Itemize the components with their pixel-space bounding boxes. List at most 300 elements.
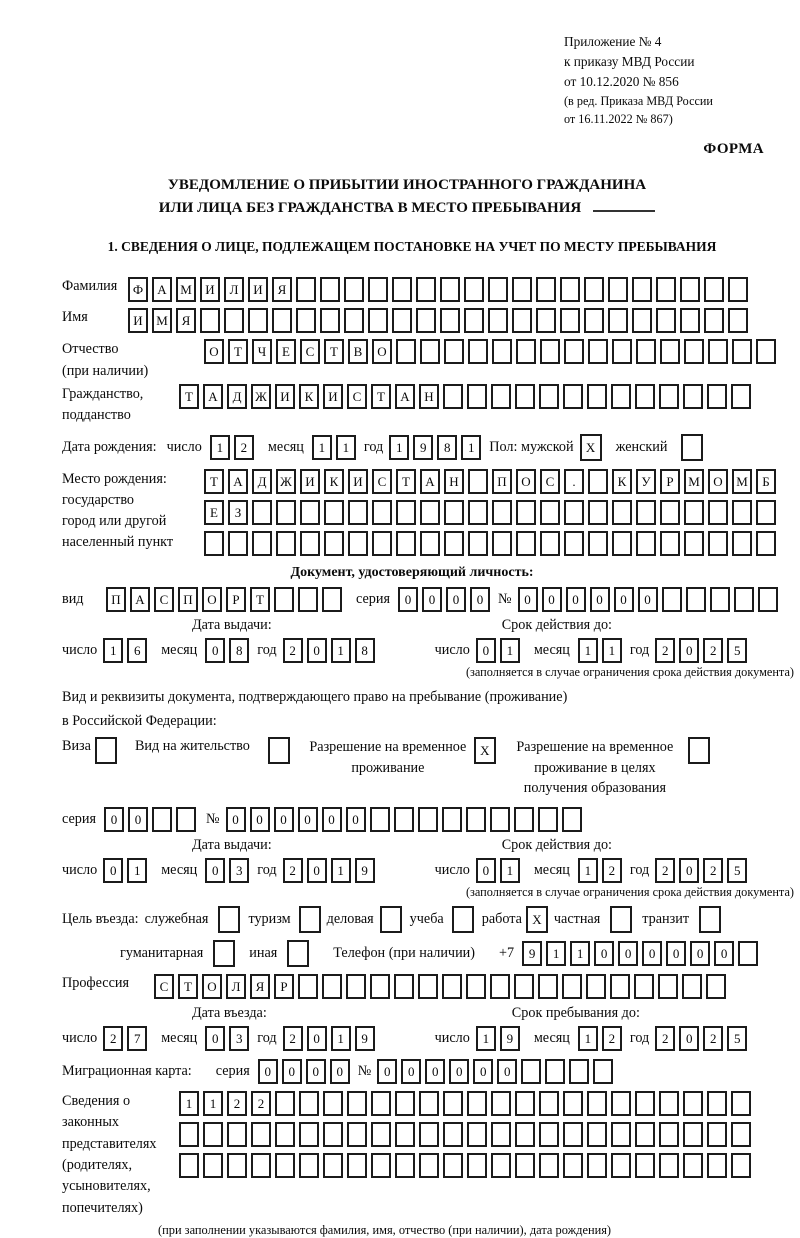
cell[interactable] <box>683 1122 703 1147</box>
cell[interactable]: 0 <box>714 941 734 966</box>
cell[interactable] <box>635 1122 655 1147</box>
cell[interactable]: А <box>130 587 150 612</box>
cell[interactable]: 0 <box>307 1026 327 1051</box>
cell[interactable]: 1 <box>336 435 356 460</box>
cell[interactable] <box>179 1122 199 1147</box>
cell[interactable] <box>521 1059 541 1084</box>
cell[interactable]: К <box>324 469 344 494</box>
cell[interactable]: Т <box>324 339 344 364</box>
cell[interactable]: 1 <box>389 435 409 460</box>
cell[interactable]: 0 <box>518 587 538 612</box>
cell[interactable] <box>444 531 464 556</box>
cell[interactable] <box>467 1153 487 1178</box>
cell[interactable]: 3 <box>229 1026 249 1051</box>
cell[interactable] <box>224 308 244 333</box>
cell[interactable] <box>420 500 440 525</box>
cell[interactable]: 0 <box>306 1059 326 1084</box>
cell[interactable] <box>732 531 752 556</box>
cell[interactable] <box>95 737 117 764</box>
cell[interactable]: Е <box>204 500 224 525</box>
cell[interactable]: Л <box>226 974 246 999</box>
cell[interactable]: 1 <box>331 1026 351 1051</box>
cell[interactable] <box>515 384 535 409</box>
cell[interactable]: 0 <box>476 638 496 663</box>
cell[interactable] <box>731 1153 751 1178</box>
cell[interactable]: Я <box>272 277 292 302</box>
cell[interactable]: С <box>540 469 560 494</box>
cell[interactable]: Ч <box>252 339 272 364</box>
cell[interactable] <box>299 1091 319 1116</box>
cell[interactable] <box>539 1091 559 1116</box>
cell[interactable]: 0 <box>449 1059 469 1084</box>
cell[interactable] <box>320 277 340 302</box>
cell[interactable] <box>608 308 628 333</box>
cell[interactable] <box>418 807 438 832</box>
cell[interactable]: М <box>176 277 196 302</box>
cell[interactable] <box>323 1122 343 1147</box>
cell[interactable] <box>396 339 416 364</box>
cell[interactable] <box>420 339 440 364</box>
cell[interactable] <box>323 1153 343 1178</box>
cell[interactable]: И <box>275 384 295 409</box>
cell[interactable] <box>371 1091 391 1116</box>
cell[interactable] <box>252 531 272 556</box>
cell[interactable] <box>443 1153 463 1178</box>
cell[interactable]: 2 <box>655 1026 675 1051</box>
cell[interactable] <box>275 1153 295 1178</box>
cell[interactable] <box>443 1122 463 1147</box>
cell[interactable] <box>248 308 268 333</box>
cell[interactable] <box>728 308 748 333</box>
cell[interactable]: 0 <box>422 587 442 612</box>
cell[interactable] <box>710 587 730 612</box>
cell[interactable] <box>176 807 196 832</box>
cell[interactable] <box>688 737 710 764</box>
cell[interactable] <box>512 277 532 302</box>
cell[interactable] <box>370 974 390 999</box>
cell[interactable] <box>728 277 748 302</box>
cell[interactable] <box>492 531 512 556</box>
cell[interactable] <box>610 974 630 999</box>
cell[interactable]: 1 <box>476 1026 496 1051</box>
cell[interactable] <box>515 1153 535 1178</box>
cell[interactable]: 2 <box>655 858 675 883</box>
cell[interactable]: 2 <box>703 638 723 663</box>
cell[interactable]: Р <box>226 587 246 612</box>
cell[interactable]: 0 <box>322 807 342 832</box>
cell[interactable] <box>683 1091 703 1116</box>
cell[interactable] <box>468 500 488 525</box>
cell[interactable] <box>443 384 463 409</box>
cell[interactable] <box>443 1091 463 1116</box>
cell[interactable] <box>491 1091 511 1116</box>
cell[interactable]: А <box>203 384 223 409</box>
cell[interactable] <box>324 531 344 556</box>
cell[interactable] <box>540 500 560 525</box>
cell[interactable]: Н <box>444 469 464 494</box>
cell[interactable] <box>588 500 608 525</box>
cell[interactable]: 0 <box>330 1059 350 1084</box>
cell[interactable] <box>545 1059 565 1084</box>
cell[interactable] <box>538 807 558 832</box>
cell[interactable] <box>636 531 656 556</box>
cell[interactable]: 5 <box>727 1026 747 1051</box>
cell[interactable]: X <box>474 737 496 764</box>
cell[interactable]: 0 <box>666 941 686 966</box>
cell[interactable] <box>514 807 534 832</box>
cell[interactable]: Р <box>660 469 680 494</box>
cell[interactable] <box>611 1153 631 1178</box>
cell[interactable]: С <box>154 974 174 999</box>
cell[interactable] <box>662 587 682 612</box>
cell[interactable] <box>683 384 703 409</box>
cell[interactable] <box>442 807 462 832</box>
cell[interactable] <box>516 339 536 364</box>
cell[interactable] <box>490 974 510 999</box>
cell[interactable]: 9 <box>355 1026 375 1051</box>
cell[interactable]: 0 <box>679 1026 699 1051</box>
cell[interactable]: М <box>152 308 172 333</box>
cell[interactable] <box>491 1122 511 1147</box>
cell[interactable]: 0 <box>425 1059 445 1084</box>
cell[interactable] <box>635 384 655 409</box>
cell[interactable] <box>348 531 368 556</box>
cell[interactable] <box>276 531 296 556</box>
cell[interactable] <box>564 531 584 556</box>
cell[interactable]: 9 <box>355 858 375 883</box>
cell[interactable] <box>684 531 704 556</box>
cell[interactable]: О <box>202 587 222 612</box>
cell[interactable]: 0 <box>476 858 496 883</box>
cell[interactable]: С <box>154 587 174 612</box>
cell[interactable] <box>699 906 721 933</box>
cell[interactable] <box>392 277 412 302</box>
cell[interactable] <box>656 277 676 302</box>
cell[interactable] <box>515 1122 535 1147</box>
cell[interactable] <box>344 308 364 333</box>
cell[interactable]: А <box>152 277 172 302</box>
cell[interactable] <box>492 339 512 364</box>
cell[interactable]: 6 <box>127 638 147 663</box>
cell[interactable] <box>708 531 728 556</box>
cell[interactable]: 2 <box>602 858 622 883</box>
cell[interactable] <box>611 1091 631 1116</box>
cell[interactable]: 2 <box>703 1026 723 1051</box>
cell[interactable] <box>467 1122 487 1147</box>
cell[interactable] <box>587 1091 607 1116</box>
cell[interactable] <box>731 1122 751 1147</box>
cell[interactable] <box>322 974 342 999</box>
cell[interactable] <box>562 974 582 999</box>
cell[interactable] <box>268 737 290 764</box>
cell[interactable]: 0 <box>205 1026 225 1051</box>
cell[interactable]: Т <box>250 587 270 612</box>
cell[interactable] <box>563 1122 583 1147</box>
cell[interactable]: 1 <box>500 858 520 883</box>
cell[interactable]: Т <box>371 384 391 409</box>
cell[interactable] <box>658 974 678 999</box>
cell[interactable]: 0 <box>258 1059 278 1084</box>
cell[interactable]: 1 <box>179 1091 199 1116</box>
cell[interactable] <box>612 531 632 556</box>
cell[interactable] <box>419 1091 439 1116</box>
cell[interactable]: 1 <box>203 1091 223 1116</box>
cell[interactable] <box>660 339 680 364</box>
cell[interactable] <box>612 500 632 525</box>
cell[interactable]: О <box>372 339 392 364</box>
cell[interactable] <box>756 500 776 525</box>
cell[interactable] <box>586 974 606 999</box>
cell[interactable]: С <box>347 384 367 409</box>
cell[interactable]: 1 <box>103 638 123 663</box>
cell[interactable] <box>203 1153 223 1178</box>
cell[interactable] <box>610 906 632 933</box>
cell[interactable]: У <box>636 469 656 494</box>
cell[interactable]: Т <box>178 974 198 999</box>
cell[interactable] <box>686 587 706 612</box>
cell[interactable] <box>560 277 580 302</box>
cell[interactable] <box>488 308 508 333</box>
cell[interactable] <box>287 940 309 967</box>
cell[interactable]: 0 <box>642 941 662 966</box>
cell[interactable] <box>372 500 392 525</box>
cell[interactable]: Я <box>176 308 196 333</box>
cell[interactable] <box>707 1122 727 1147</box>
cell[interactable]: О <box>516 469 536 494</box>
cell[interactable]: 0 <box>497 1059 517 1084</box>
cell[interactable] <box>466 974 486 999</box>
cell[interactable] <box>536 277 556 302</box>
cell[interactable] <box>395 1122 415 1147</box>
cell[interactable] <box>563 384 583 409</box>
cell[interactable]: 1 <box>570 941 590 966</box>
cell[interactable] <box>370 807 390 832</box>
cell[interactable] <box>200 308 220 333</box>
cell[interactable]: 0 <box>590 587 610 612</box>
cell[interactable] <box>274 587 294 612</box>
cell[interactable] <box>756 339 776 364</box>
cell[interactable]: И <box>200 277 220 302</box>
cell[interactable] <box>299 1122 319 1147</box>
cell[interactable]: 8 <box>437 435 457 460</box>
cell[interactable] <box>322 587 342 612</box>
cell[interactable]: П <box>106 587 126 612</box>
cell[interactable] <box>587 384 607 409</box>
cell[interactable]: 1 <box>127 858 147 883</box>
cell[interactable] <box>707 384 727 409</box>
cell[interactable] <box>758 587 778 612</box>
cell[interactable] <box>684 500 704 525</box>
cell[interactable] <box>536 308 556 333</box>
cell[interactable] <box>300 500 320 525</box>
cell[interactable]: Т <box>179 384 199 409</box>
cell[interactable] <box>440 277 460 302</box>
cell[interactable]: Ж <box>276 469 296 494</box>
cell[interactable] <box>395 1091 415 1116</box>
cell[interactable]: 9 <box>413 435 433 460</box>
cell[interactable] <box>152 807 172 832</box>
cell[interactable] <box>512 308 532 333</box>
cell[interactable]: 0 <box>298 807 318 832</box>
cell[interactable] <box>394 974 414 999</box>
cell[interactable]: 0 <box>594 941 614 966</box>
cell[interactable] <box>300 531 320 556</box>
cell[interactable] <box>491 1153 511 1178</box>
cell[interactable]: 1 <box>461 435 481 460</box>
cell[interactable]: 1 <box>578 1026 598 1051</box>
cell[interactable] <box>569 1059 589 1084</box>
cell[interactable] <box>380 906 402 933</box>
cell[interactable]: 0 <box>618 941 638 966</box>
cell[interactable] <box>732 339 752 364</box>
cell[interactable]: Ж <box>251 384 271 409</box>
cell[interactable] <box>708 339 728 364</box>
cell[interactable]: Т <box>204 469 224 494</box>
cell[interactable]: 0 <box>346 807 366 832</box>
cell[interactable] <box>680 277 700 302</box>
cell[interactable]: 0 <box>226 807 246 832</box>
cell[interactable] <box>372 531 392 556</box>
cell[interactable] <box>444 339 464 364</box>
cell[interactable] <box>704 308 724 333</box>
cell[interactable] <box>394 807 414 832</box>
cell[interactable] <box>467 384 487 409</box>
cell[interactable] <box>368 308 388 333</box>
cell[interactable] <box>348 500 368 525</box>
cell[interactable] <box>395 1153 415 1178</box>
cell[interactable] <box>516 531 536 556</box>
cell[interactable]: 0 <box>638 587 658 612</box>
cell[interactable] <box>539 1122 559 1147</box>
cell[interactable] <box>584 308 604 333</box>
cell[interactable] <box>708 500 728 525</box>
cell[interactable] <box>587 1153 607 1178</box>
cell[interactable] <box>732 500 752 525</box>
cell[interactable] <box>490 807 510 832</box>
cell[interactable] <box>612 339 632 364</box>
cell[interactable]: 2 <box>227 1091 247 1116</box>
cell[interactable]: 1 <box>578 858 598 883</box>
cell[interactable] <box>368 277 388 302</box>
cell[interactable] <box>488 277 508 302</box>
cell[interactable] <box>396 500 416 525</box>
cell[interactable] <box>635 1153 655 1178</box>
cell[interactable] <box>418 974 438 999</box>
cell[interactable]: X <box>526 906 548 933</box>
cell[interactable]: О <box>708 469 728 494</box>
cell[interactable]: Ф <box>128 277 148 302</box>
cell[interactable] <box>516 500 536 525</box>
cell[interactable]: 0 <box>282 1059 302 1084</box>
cell[interactable] <box>660 500 680 525</box>
cell[interactable] <box>347 1091 367 1116</box>
cell[interactable]: 2 <box>234 435 254 460</box>
cell[interactable]: 1 <box>546 941 566 966</box>
cell[interactable] <box>468 469 488 494</box>
cell[interactable] <box>275 1091 295 1116</box>
cell[interactable] <box>276 500 296 525</box>
cell[interactable] <box>468 531 488 556</box>
cell[interactable] <box>635 1091 655 1116</box>
cell[interactable] <box>588 531 608 556</box>
cell[interactable] <box>632 277 652 302</box>
cell[interactable] <box>608 277 628 302</box>
cell[interactable]: 0 <box>566 587 586 612</box>
cell[interactable] <box>680 308 700 333</box>
cell[interactable]: 8 <box>229 638 249 663</box>
cell[interactable] <box>704 277 724 302</box>
cell[interactable] <box>491 384 511 409</box>
cell[interactable] <box>347 1153 367 1178</box>
cell[interactable] <box>346 974 366 999</box>
cell[interactable]: 0 <box>103 858 123 883</box>
cell[interactable]: 0 <box>398 587 418 612</box>
cell[interactable] <box>444 500 464 525</box>
cell[interactable]: 0 <box>446 587 466 612</box>
cell[interactable] <box>296 277 316 302</box>
cell[interactable] <box>611 1122 631 1147</box>
cell[interactable]: О <box>202 974 222 999</box>
cell[interactable] <box>659 1153 679 1178</box>
cell[interactable] <box>584 277 604 302</box>
cell[interactable] <box>539 1153 559 1178</box>
cell[interactable]: И <box>348 469 368 494</box>
cell[interactable] <box>213 940 235 967</box>
cell[interactable]: А <box>395 384 415 409</box>
cell[interactable]: 2 <box>251 1091 271 1116</box>
cell[interactable] <box>539 384 559 409</box>
cell[interactable]: О <box>204 339 224 364</box>
cell[interactable] <box>492 500 512 525</box>
cell[interactable] <box>656 308 676 333</box>
cell[interactable]: И <box>248 277 268 302</box>
cell[interactable] <box>440 308 460 333</box>
cell[interactable] <box>275 1122 295 1147</box>
cell[interactable] <box>632 308 652 333</box>
cell[interactable] <box>298 587 318 612</box>
cell[interactable] <box>734 587 754 612</box>
cell[interactable] <box>587 1122 607 1147</box>
cell[interactable]: Я <box>250 974 270 999</box>
cell[interactable]: 2 <box>602 1026 622 1051</box>
cell[interactable]: 9 <box>522 941 542 966</box>
cell[interactable] <box>634 974 654 999</box>
cell[interactable]: Н <box>419 384 439 409</box>
cell[interactable]: П <box>178 587 198 612</box>
cell[interactable]: К <box>299 384 319 409</box>
cell[interactable] <box>660 531 680 556</box>
cell[interactable]: 0 <box>690 941 710 966</box>
cell[interactable]: 0 <box>104 807 124 832</box>
cell[interactable] <box>251 1122 271 1147</box>
cell[interactable] <box>396 531 416 556</box>
cell[interactable]: 0 <box>401 1059 421 1084</box>
cell[interactable]: 2 <box>283 858 303 883</box>
cell[interactable]: 5 <box>727 858 747 883</box>
cell[interactable] <box>218 906 240 933</box>
cell[interactable] <box>588 339 608 364</box>
cell[interactable]: Р <box>274 974 294 999</box>
cell[interactable]: Б <box>756 469 776 494</box>
cell[interactable]: 0 <box>307 638 327 663</box>
cell[interactable]: . <box>564 469 584 494</box>
cell[interactable]: 1 <box>331 858 351 883</box>
cell[interactable]: 1 <box>312 435 332 460</box>
cell[interactable] <box>251 1153 271 1178</box>
cell[interactable] <box>452 906 474 933</box>
cell[interactable]: И <box>128 308 148 333</box>
cell[interactable] <box>296 308 316 333</box>
